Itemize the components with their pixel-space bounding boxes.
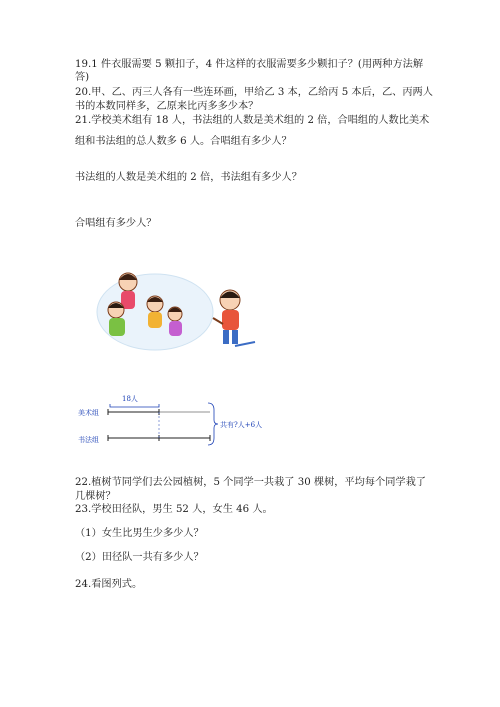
q20-line1: 20.甲、乙、丙三人各有一些连环画，甲给乙 3 本，乙给丙 5 本后，乙、丙两人 bbox=[75, 87, 433, 98]
q21-sub1: 书法组的人数是美术组的 2 倍，书法组有多少人？ bbox=[75, 172, 302, 183]
q19-line1: 19.1 件衣服需要 5 颗扣子，4 件这样的衣服需要多少颗扣子？(用两种方法解 bbox=[75, 59, 424, 70]
diagram-label-calligraphy: 书法组 bbox=[78, 436, 99, 444]
q23-part1: （1）女生比男生少多少人？ bbox=[75, 528, 204, 539]
q19-line2: 答) bbox=[75, 72, 90, 83]
q22-line2: 几棵树？ bbox=[75, 491, 116, 502]
q21-line2: 组和书法组的总人数多 6 人。合唱组有多少人？ bbox=[75, 136, 292, 147]
q23-part2: （2）田径队一共有多少人？ bbox=[75, 552, 204, 563]
q23-line1: 23.学校田径队，男生 52 人，女生 46 人。 bbox=[75, 504, 273, 515]
diagram-label-18: 18人 bbox=[122, 395, 138, 403]
q21-sub2: 合唱组有多少人？ bbox=[75, 218, 157, 229]
children-illustration bbox=[95, 262, 265, 357]
diagram-label-total: 共有?人+6人 bbox=[220, 421, 263, 429]
segment-diagram bbox=[70, 390, 280, 450]
q24-line1: 24.看图列式。 bbox=[75, 579, 143, 590]
q20-line2: 书的本数同样多，乙原来比丙多多少本？ bbox=[75, 101, 259, 112]
q21-line1: 21.学校美术组有 18 人，书法组的人数是美术组的 2 倍，合唱组的人数比美术 bbox=[75, 115, 430, 126]
diagram-label-art: 美术组 bbox=[78, 409, 99, 417]
q22-line1: 22.植树节同学们去公园植树，5 个同学一共栽了 30 棵树，平均每个同学栽了 bbox=[75, 477, 426, 488]
